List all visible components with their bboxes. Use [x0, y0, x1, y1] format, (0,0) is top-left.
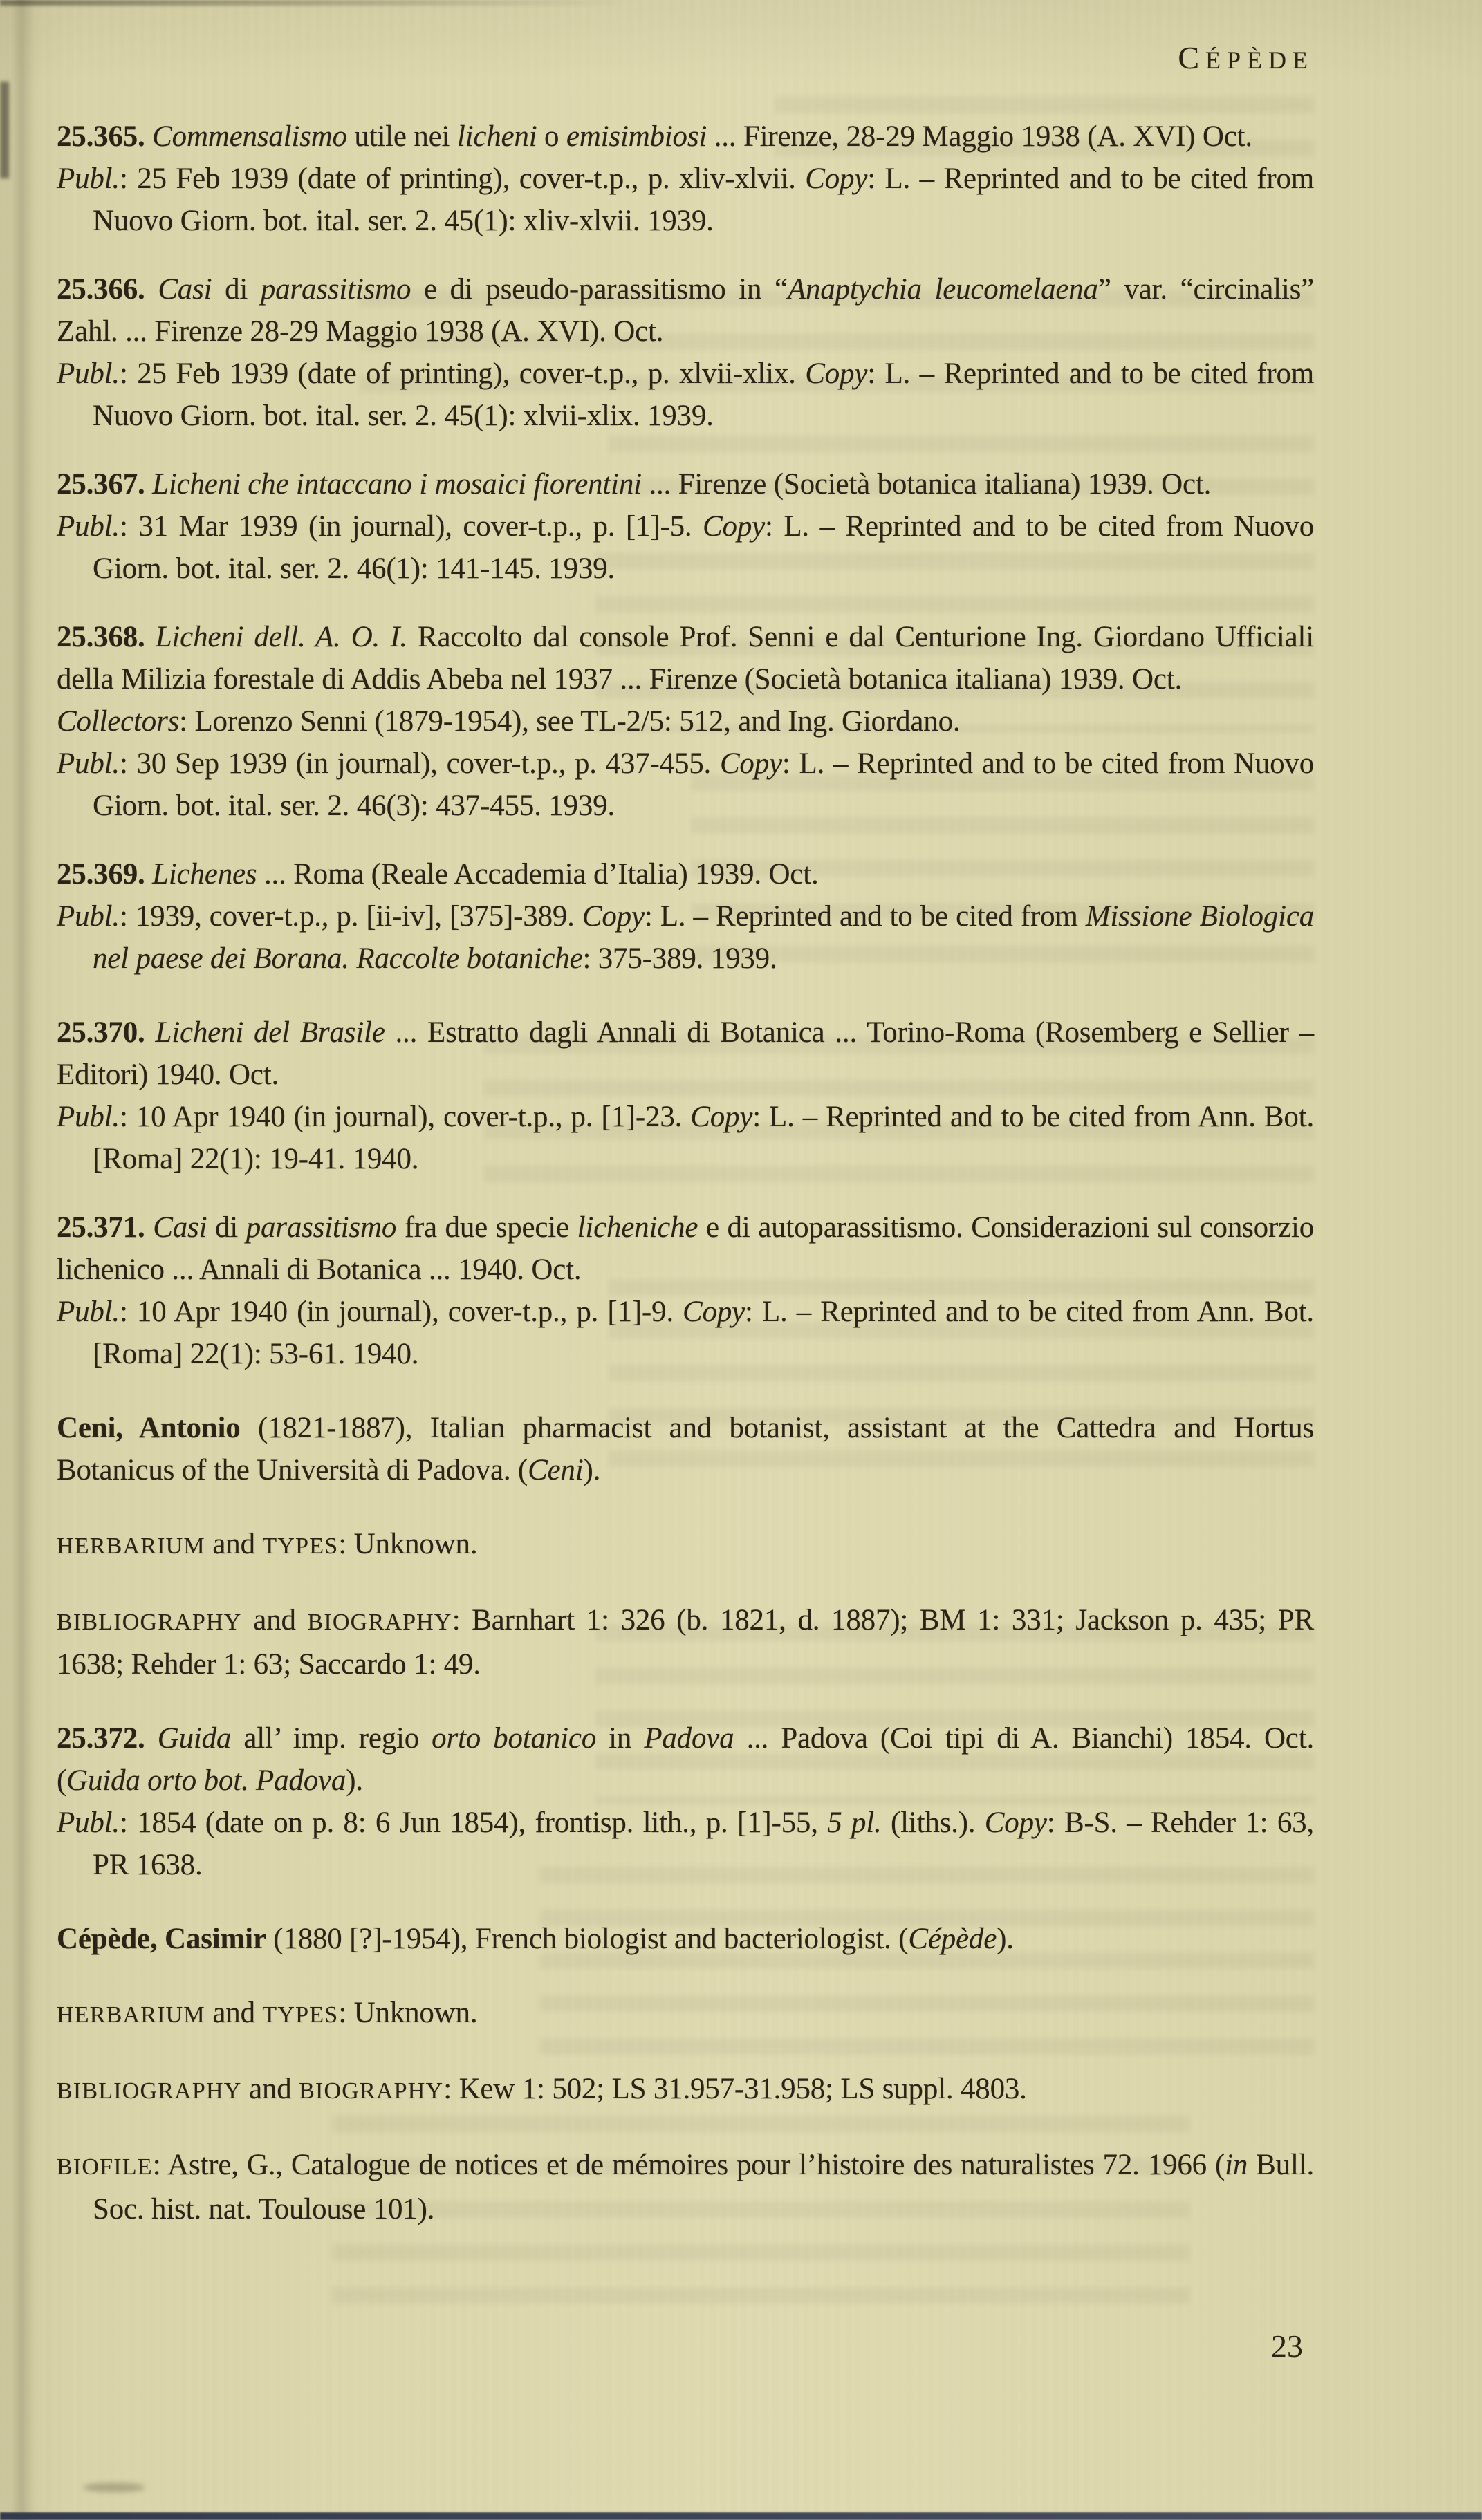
entry-25365-publication: Publ.: 25 Feb 1939 (date of printing), cover-t.p., p. xliv-xlvii. Copy: L. – Reprinted and to be cited from Nuovo Giorn. bot. ital. ser. 2. 45(1): xliv-xlvii. 1939.	[57, 162, 1314, 237]
entry-25371-publication: Publ.: 10 Apr 1940 (in journal), cover-t.p., p. [1]-9. Copy: L. – Reprinted and to be cited from Ann. Bot. [Roma] 22(1): 53-61. 1940.	[57, 1296, 1314, 1370]
entry-25369-title: 25.369. Lichenes ... Roma (Reale Accademia d’Italia) 1939. Oct.	[57, 858, 819, 890]
corner-smudge	[83, 2483, 145, 2492]
entry-25368-publication: Publ.: 30 Sep 1939 (in journal), cover-t.p., p. 437-455. Copy: L. – Reprinted and to be cited from Nuovo Giorn. bot. ital. ser. 2. 46(3): 437-455. 1939.	[57, 747, 1314, 822]
running-head: CÉPÈDE	[1178, 40, 1314, 75]
scan-edge-shadow	[0, 0, 622, 6]
page-bottom-edge	[0, 2512, 1482, 2520]
herbarium-types-cepede: HERBARIUM and TYPES: Unknown.	[57, 1997, 478, 2029]
binding-crease	[10, 0, 37, 2520]
entry-25367-publication: Publ.: 31 Mar 1939 (in journal), cover-t.p., p. [1]-5. Copy: L. – Reprinted and to be cited from Nuovo Giorn. bot. ital. ser. 2. 46(1): 141-145. 1939.	[57, 510, 1315, 585]
entry-25372-publication: Publ.: 1854 (date on p. 8: 6 Jun 1854), frontisp. lith., p. [1]-55, 5 pl. (liths.). Copy: B-S. – Rehder 1: 63, PR 1638.	[57, 1807, 1314, 1881]
page-number: 23	[1271, 2328, 1303, 2364]
entry-25366-publication: Publ.: 25 Feb 1939 (date of printing), cover-t.p., p. xlvii-xlix. Copy: L. – Reprinted and to be cited from Nuovo Giorn. bot. ital. ser. 2. 45(1): xlvii-xlix. 1939.	[57, 357, 1314, 432]
bibliography-biography-ceni: BIBLIOGRAPHY and BIOGRAPHY: Barnhart 1: 326 (b. 1821, d. 1887); BM 1: 331; Jackson p. 435; PR 1638; Rehder 1: 63; Saccardo 1: 49.	[57, 1604, 1314, 1681]
biofile-cepede: BIOFILE: Astre, G., Catalogue de notices et de mémoires pour l’histoire des naturalistes 72. 1966 (in Bull. Soc. hist. nat. Toulouse 101).	[57, 2149, 1315, 2225]
entry-25371-title: 25.371. Casi di parassitismo fra due specie licheniche e di autoparassitismo. Considerazioni sul consorzio lichenico ... Annali di Botanica ... 1940. Oct.	[57, 1211, 1315, 1286]
entry-25372-title: 25.372. Guida all’ imp. regio orto botanico in Padova ... Padova (Coi tipi di A. Bianchi) 1854. Oct. (Guida orto bot. Padova).	[57, 1722, 1314, 1797]
entry-25366-title: 25.366. Casi di parassitismo e di pseudo-parassitismo in “Anaptychia leucomelaena” var. “circinalis” Zahl. ... Firenze 28-29 Maggio 1938 (A. XVI). Oct.	[57, 273, 1314, 348]
bibliography-biography-cepede: BIBLIOGRAPHY and BIOGRAPHY: Kew 1: 502; LS 31.957-31.958; LS suppl. 4803.	[57, 2073, 1027, 2105]
entry-25370-title: 25.370. Licheni del Brasile ... Estratto dagli Annali di Botanica ... Torino-Roma (Rosemberg e Sellier – Editori) 1940. Oct.	[57, 1016, 1314, 1091]
entry-25370-publication: Publ.: 10 Apr 1940 (in journal), cover-t.p., p. [1]-23. Copy: L. – Reprinted and to be cited from Ann. Bot. [Roma] 22(1): 19-41. 1940.	[57, 1101, 1314, 1175]
entry-25368-collectors: Collectors: Lorenzo Senni (1879-1954), see TL-2/5: 512, and Ing. Giordano.	[57, 705, 961, 738]
person-cepede-casimir: Cépède, Casimir (1880 [?]-1954), French biologist and bacteriologist. (Cépède).	[57, 1923, 1014, 1955]
entry-25365-title: 25.365. Commensalismo utile nei licheni o emisimbiosi ... Firenze, 28-29 Maggio 1938 (A. XVI) Oct.	[57, 120, 1252, 153]
scan-edge-mark	[0, 82, 9, 178]
entry-25369-publication: Publ.: 1939, cover-t.p., p. [ii-iv], [375]-389. Copy: L. – Reprinted and to be cited from Missione Biologica nel paese dei Borana. Raccolte botaniche: 375-389. 1939.	[57, 900, 1314, 975]
person-ceni-antonio: Ceni, Antonio (1821-1887), Italian pharmacist and botanist, assistant at the Cattedra and Hortus Botanicus of the Università di Padova. (Ceni).	[57, 1412, 1314, 1486]
herbarium-types-ceni: HERBARIUM and TYPES: Unknown.	[57, 1528, 478, 1560]
entry-25368-title: 25.368. Licheni dell. A. O. I. Raccolto dal console Prof. Senni e dal Centurione Ing. Giordano Ufficiali della Milizia forestale di Addis Abeba nel 1937 ... Firenze (Società botanica italiana) 1939. Oct.	[57, 621, 1315, 696]
entry-25367-title: 25.367. Licheni che intaccano i mosaici fiorentini ... Firenze (Società botanica italiana) 1939. Oct.	[57, 468, 1212, 501]
page-content	[57, 37, 1314, 2230]
